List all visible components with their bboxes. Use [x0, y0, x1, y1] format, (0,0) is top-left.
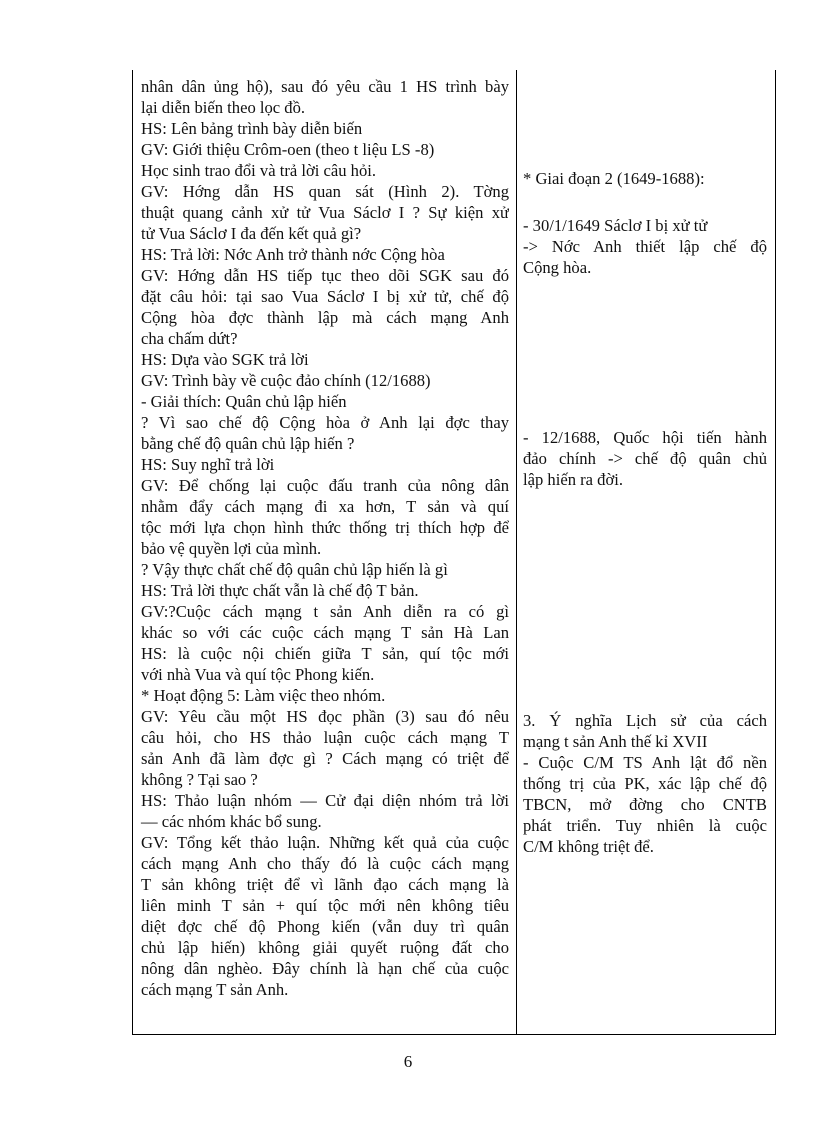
section-heading: 3. Ý nghĩa Lịch sử của cách: [523, 711, 767, 730]
content-line: C/M không triệt để.: [523, 837, 654, 856]
historical-significance-block: [523, 710, 767, 857]
activity-line: cách mạng Anh cho thấy đó là cuộc cách mạng: [141, 854, 509, 873]
activity-line: HS: Trả lời thực chất vẫn là chế độ T bản.: [141, 581, 419, 600]
teacher-student-activities-column: [141, 76, 509, 1000]
activity-line: đặt câu hỏi: tại sao Vua Sáclơ I bị xử tử, chế độ: [141, 287, 509, 306]
activity-line: HS: Trả lời: Nớc Anh trở thành nớc Cộng hòa: [141, 245, 445, 264]
activity-line: HS: Suy nghĩ trả lời: [141, 455, 275, 474]
content-line: đảo chính -> chế độ quân chủ: [523, 449, 767, 468]
activity-line: - Giải thích: Quân chủ lập hiến: [141, 392, 347, 411]
activity-line: Cộng hòa đợc thành lập mà cách mạng Anh: [141, 308, 509, 327]
content-line: -> Nớc Anh thiết lập chế độ: [523, 237, 767, 256]
activity-line: diệt đợc chế độ Phong kiến (vẫn duy trì quân: [141, 917, 509, 936]
activity-line: nông dân nghèo. Đây chính là hạn chế của cuộc: [141, 959, 509, 978]
activity-line: HS: Lên bảng trình bày diễn biến: [141, 119, 363, 138]
activity-line: thuật quang cảnh xử tử Vua Sáclơ I ? Sự kiện xử: [141, 203, 509, 222]
column-divider: [516, 70, 517, 1034]
activity-line: tử Vua Sáclơ I đa đến kết quả gì?: [141, 224, 362, 243]
activity-line: GV: Trình bày về cuộc đảo chính (12/1688): [141, 371, 431, 390]
activity-line: tộc mới lựa chọn hình thức thống trị thích hợp để: [141, 518, 509, 537]
activity-line: cách mạng T sản Anh.: [141, 980, 289, 999]
activity-line: GV: Yêu cầu một HS đọc phần (3) sau đó nêu: [141, 707, 509, 726]
activity-line: T sản không triệt để vì lãnh đạo cách mạng là: [141, 875, 509, 894]
content-line: lập hiến ra đời.: [523, 470, 624, 489]
content-line: mạng t sản Anh thế kỉ XVII: [523, 732, 708, 751]
activity-line: GV:?Cuộc cách mạng t sản Anh diễn ra có gì: [141, 602, 509, 621]
activity-line: HS: Thảo luận nhóm — Cử đại diện nhóm trả lời: [141, 791, 509, 810]
activity-line: bảo vệ quyền lợi của mình.: [141, 539, 322, 558]
activity-line: không ? Tại sao ?: [141, 770, 258, 789]
stage-2-block: [523, 168, 767, 189]
coup-1688-block: [523, 427, 767, 490]
activity-line: ? Vì sao chế độ Cộng hòa ở Anh lại đợc thay: [141, 413, 509, 432]
content-line: phát triển. Tuy nhiên là cuộc: [523, 816, 767, 835]
content-line: - Cuộc C/M TS Anh lật đổ nền: [523, 753, 767, 772]
page-number: 6: [403, 1052, 413, 1071]
activity-line: sản Anh đã làm đợc gì ? Cách mạng có triệt để: [141, 749, 509, 768]
activity-line: lại diễn biến theo lọc đồ.: [141, 98, 306, 117]
activity-line: câu hỏi, cho HS thảo luận cuộc cách mạng T: [141, 728, 509, 747]
activity-line: nhân dân ủng hộ), sau đó yêu cầu 1 HS trình bày: [141, 77, 509, 96]
activity-line: HS: Dựa vào SGK trả lời: [141, 350, 309, 369]
activity-line: GV: Giới thiệu Crôm-oen (theo t liệu LS -8): [141, 140, 435, 159]
activity-line: khác so với các cuộc cách mạng T sản Hà Lan: [141, 623, 509, 642]
activity-line: * Hoạt động 5: Làm việc theo nhóm.: [141, 686, 386, 705]
activity-line: Học sinh trao đổi và trả lời câu hỏi.: [141, 161, 377, 180]
content-line: thống trị của PK, xác lập chế độ: [523, 774, 767, 793]
activity-line: GV: Hớng dẫn HS tiếp tục theo dõi SGK sau đó: [141, 266, 509, 285]
activity-line: HS: là cuộc nội chiến giữa T sản, quí tộc mới: [141, 644, 509, 663]
activity-line: bằng chế độ quân chủ lập hiến ?: [141, 434, 355, 453]
stage-2-events: [523, 215, 767, 278]
content-line: Cộng hòa.: [523, 258, 592, 277]
activity-line: liên minh T sản + quí tộc mới nên không tiêu: [141, 896, 509, 915]
activity-line: ? Vậy thực chất chế độ quân chủ lập hiến là gì: [141, 560, 448, 579]
activity-line: GV: Hớng dẫn HS quan sát (Hình 2). Tờng: [141, 182, 509, 201]
content-line: - 30/1/1649 Sáclơ I bị xử tử: [523, 216, 708, 235]
activity-line: chủ lập hiến) không giải quyết ruộng đất cho: [141, 938, 509, 957]
activity-line: GV: Để chống lại cuộc đấu tranh của nông dân: [141, 476, 509, 495]
content-line: TBCN, mở đờng cho CNTB: [523, 795, 767, 814]
activity-line: nhằm đẩy cách mạng đi xa hơn, T sản và quí: [141, 497, 509, 516]
activity-line: với nhà Vua và quí tộc Phong kiến.: [141, 665, 375, 684]
lesson-table: [132, 70, 776, 1035]
stage-2-heading: * Giai đoạn 2 (1649-1688):: [523, 169, 705, 188]
content-line: - 12/1688, Quốc hội tiến hành: [523, 428, 767, 447]
activity-line: cha chấm dứt?: [141, 329, 238, 348]
activity-line: GV: Tổng kết thảo luận. Những kết quả của cuộc: [141, 833, 509, 852]
activity-line: — các nhóm khác bổ sung.: [141, 812, 322, 831]
